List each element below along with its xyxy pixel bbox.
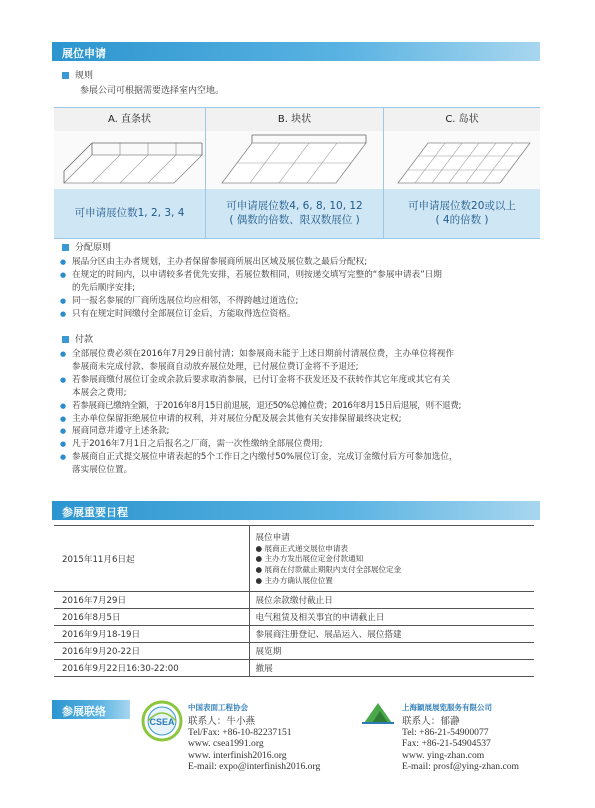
svg-text:CSEA: CSEA (149, 717, 175, 727)
contact-fax: Fax: +86-21-54904537 (402, 738, 491, 750)
list-item: ● 在规定的时间内，以申请较多者优先安排，若展位数相同，则按递交填写完整的“参展申请表”日期 (60, 269, 542, 282)
booth-type-heading: B. 块状 (206, 108, 383, 131)
contact-person: 联系人：牛小燕 (188, 716, 256, 727)
booth-count-island: 可申请展位数20或以上 ( 4的倍数 ) (384, 189, 540, 238)
contact-website: www. ying-zhan.com (402, 749, 485, 761)
list-item: ● 同一报名参展的厂商所选展位均应相邻，不得跨越过道选位; (60, 295, 542, 308)
list-item: ● 展品分区由主办者规划，主办者保留参展商所展出区域及展位数之最后分配权; (60, 256, 542, 269)
list-item-continuation: 的先后顺序安排; (72, 282, 136, 293)
right-org-name: 上海颖展展览服务有限公司 (402, 703, 492, 712)
booth-column-island (384, 108, 540, 238)
schedule-event: 电气租赁及相关事宜的申请截止日 (249, 609, 534, 626)
csea-logo (140, 699, 184, 743)
contact-website: www. interfinish2016.org (188, 749, 287, 761)
right-contact-block (402, 716, 519, 772)
list-item-continuation: 参展商未完成付款、参展商自动放弃展位处理，已付展位费订金将不予退还; (72, 361, 359, 372)
list-item: ● 若参展商已缴纳全额，于2016年8月15日前退展，退还50%总摊位费；2016年8月15日后退展，则不退费; (60, 400, 542, 413)
list-item: ● 全部展位费必须在2016年7月29日前付清；如参展商未能于上述日期前付清展位费，主办单位将视作 (60, 348, 542, 361)
linear-booth-illustration (54, 131, 205, 189)
square-bullet-icon (62, 336, 69, 343)
square-bullet-icon (62, 244, 69, 251)
table-row (54, 526, 534, 592)
section-header-booth-application (52, 42, 540, 61)
payment-list (60, 348, 542, 477)
block-booth-illustration (206, 131, 383, 189)
contact-email: E-mail: prosf@ying-zhan.com (402, 760, 519, 772)
schedule-date: 2016年9月18-19日 (54, 626, 249, 643)
section-title: 参展重要日程 (62, 506, 128, 519)
schedule-date: 2016年9月22日16:30-22:00 (54, 660, 249, 677)
list-item: ● 参展商自正式提交展位申请表起的5个工作日之内缴付50%展位订金，完成订金缴付后方可参加选位， (60, 451, 542, 464)
table-row (54, 660, 534, 677)
list-item: ● 若参展商缴付展位订金或余款后要求取消参展，已付订金将不获发还及不获转作其它年度或其它有关 (60, 374, 542, 387)
booth-count-linear: 可申请展位数1, 2, 3, 4 (54, 189, 205, 238)
list-item: ● 凡于2016年7月1日之后报名之厂商，需一次性缴纳全部展位费用; (60, 438, 542, 451)
schedule-date: 2016年8月5日 (54, 609, 249, 626)
table-row (54, 592, 534, 609)
schedule-event: 展位申请 ● 展商正式递交展位申请表 ● 主办方发出展位定金付款通知 ● 展商在付款截止期限内支付全部展位定金 ● 主办方确认展位位置 (249, 526, 534, 592)
list-item: ● 展商同意并遵守上述条款; (60, 425, 542, 438)
schedule-event: 参展商注册登记、展品运入、展位搭建 (249, 626, 534, 643)
booth-type-heading: C. 岛状 (384, 108, 540, 131)
schedule-date: 2016年7月29日 (54, 592, 249, 609)
table-row (54, 643, 534, 660)
booth-column-linear (54, 108, 205, 238)
table-row (54, 609, 534, 626)
contact-email: E-mail: expo@interfinish2016.org (188, 760, 321, 772)
schedule-event: 展位余款缴付截止日 (249, 592, 534, 609)
left-contact-block (188, 716, 320, 772)
section-header-contact (52, 700, 130, 719)
contact-phone: Tel/Fax: +86-10-82237151 (188, 727, 292, 739)
left-org-name: 中国表面工程协会 (188, 703, 248, 712)
schedule-table (54, 525, 534, 677)
allocation-list (60, 256, 542, 321)
booth-count-block: 可申请展位数4, 6, 8, 10, 12 ( 偶数的倍数、限双数展位 ) (206, 189, 383, 238)
contact-website: www. csea1991.org (188, 738, 264, 750)
section-title: 展位申请 (62, 47, 106, 60)
yingzhan-logo (360, 699, 396, 725)
booth-type-table (54, 107, 540, 239)
contact-person: 联系人：郁瀞 (402, 716, 460, 727)
schedule-date: 2015年11月6日起 (54, 526, 249, 592)
list-item: ● 只有在规定时间缴付全部展位订金后，方能取得选位资格。 (60, 308, 542, 321)
square-bullet-icon (62, 72, 69, 79)
table-row (54, 626, 534, 643)
schedule-date: 2016年9月20-22日 (54, 643, 249, 660)
section-title: 参展联络 (62, 705, 106, 718)
rules-heading: 规则 (62, 70, 93, 82)
payment-heading: 付款 (62, 334, 93, 346)
list-item-continuation: 本展会之费用; (72, 387, 127, 398)
booth-column-block (205, 108, 384, 238)
schedule-event: 展览期 (249, 643, 534, 660)
contact-phone: Tel: +86-21-54900077 (402, 727, 489, 739)
booth-type-heading: A. 直条状 (54, 108, 205, 131)
schedule-event: 撤展 (249, 660, 534, 677)
allocation-heading: 分配原则 (62, 242, 111, 254)
rules-text: 参展公司可根据需要选择室内空地。 (80, 86, 225, 96)
island-booth-illustration (384, 131, 540, 189)
list-item: ● 主办单位保留拒绝展位申请的权利，并对展位分配及展会其他有关安排保留最终决定权; (60, 413, 542, 426)
section-header-schedule (52, 501, 540, 520)
list-item-continuation: 落实展位位置。 (72, 465, 133, 476)
